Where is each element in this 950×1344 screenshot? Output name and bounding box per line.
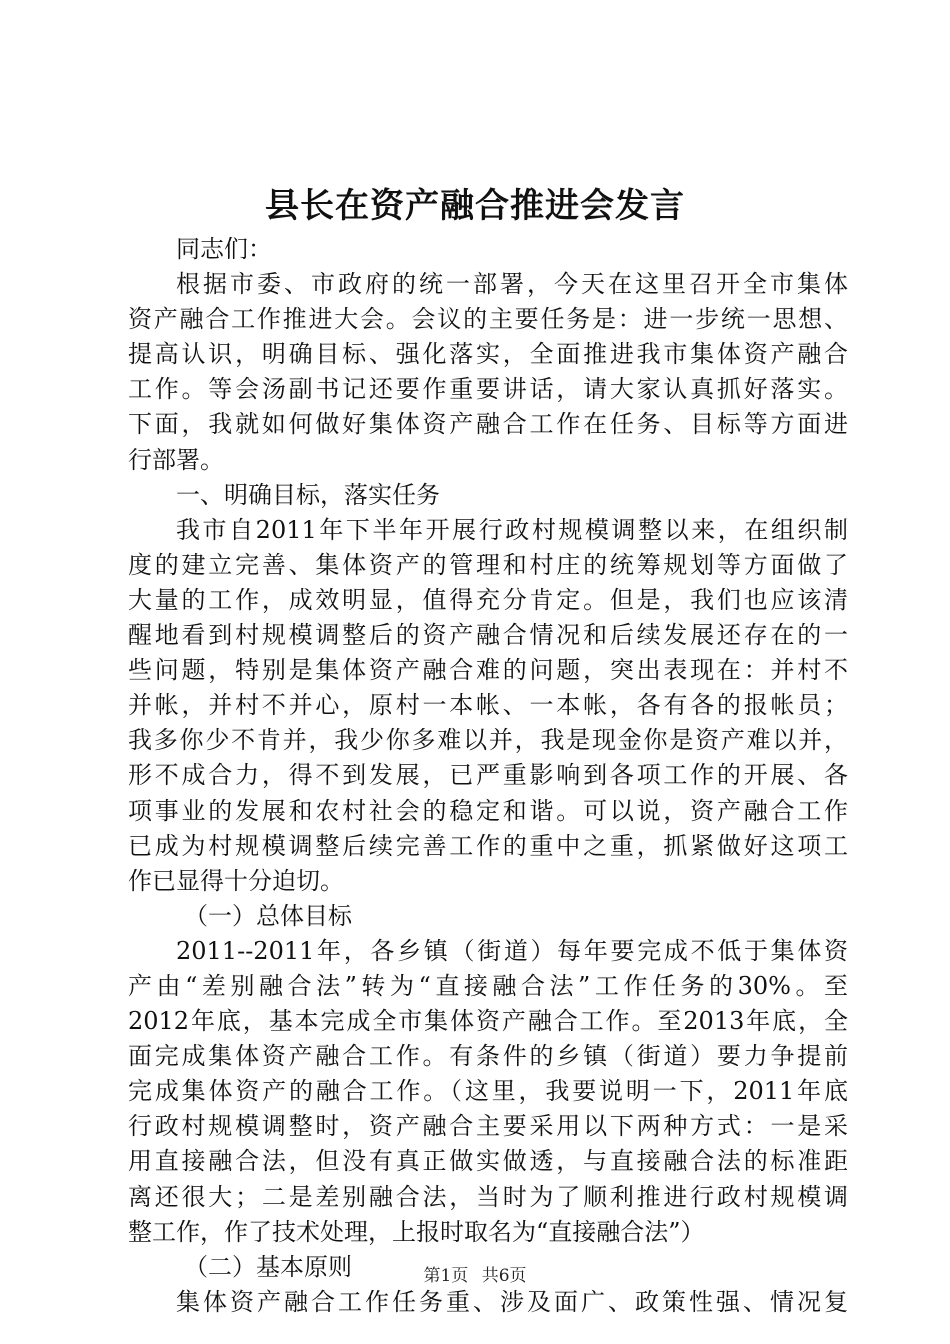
paragraph-line: 工作。等会汤副书记还要作重要讲话，请大家认真抓好落实。 <box>128 375 848 404</box>
paragraph-line: 整工作，作了技术处理，上报时取名为“直接融合法”） <box>128 1217 705 1246</box>
paragraph-line: 2012年底，基本完成全市集体资产融合工作。至2013年底，全 <box>128 1007 848 1036</box>
paragraph-line: 醒地看到村规模调整后的资产融合情况和后续发展还存在的一 <box>128 621 848 650</box>
paragraph-line: 离还很大；二是差别融合法，当时为了顺利推进行政村规模调 <box>128 1182 848 1211</box>
page-total: 共6页 <box>481 1266 527 1286</box>
paragraph-line: 行部署。 <box>128 445 224 474</box>
page-number: 第1页 <box>423 1266 469 1286</box>
subsection-heading: （二）基本原则 <box>184 1252 352 1281</box>
paragraph-line: 根据市委、市政府的统一部署，今天在这里召开全市集体 <box>176 270 848 299</box>
paragraph-line: 已成为村规模调整后续完善工作的重中之重，抓紧做好这项工 <box>128 831 848 860</box>
salutation-line: 同志们： <box>176 235 272 263</box>
paragraph-line: 大量的工作，成效明显，值得充分肯定。但是，我们也应该清 <box>128 585 848 614</box>
paragraph-line: 我市自2011年下半年开展行政村规模调整以来，在组织制 <box>176 515 848 544</box>
paragraph-line: 形不成合力，得不到发展，已严重影响到各项工作的开展、各 <box>128 761 848 790</box>
paragraph-line: 2011--2011年，各乡镇（街道）每年要完成不低于集体资 <box>176 936 848 965</box>
paragraph-line: 资产融合工作推进大会。会议的主要任务是：进一步统一思想、 <box>128 305 848 334</box>
paragraph-line: 作已显得十分迫切。 <box>128 866 344 895</box>
section-heading: 一、明确目标，落实任务 <box>176 480 440 509</box>
paragraph-line: 行政村规模调整时，资产融合主要采用以下两种方式：一是采 <box>128 1112 848 1141</box>
paragraph-line: 面完成集体资产融合工作。有条件的乡镇（街道）要力争提前 <box>128 1042 848 1071</box>
document-title: 县长在资产融合推进会发言 <box>265 186 685 226</box>
paragraph-line: 用直接融合法，但没有真正做实做透，与直接融合法的标准距 <box>128 1147 848 1176</box>
paragraph-line: 提高认识，明确目标、强化落实，全面推进我市集体资产融合 <box>128 340 848 369</box>
paragraph-line: 我多你少不肯并，我少你多难以并，我是现金你是资产难以并， <box>128 726 848 755</box>
paragraph-line: 并帐，并村不并心，原村一本帐、一本帐，各有各的报帐员； <box>128 691 848 720</box>
document-body <box>128 232 848 1320</box>
paragraph-line: 项事业的发展和农村社会的稳定和谐。可以说，资产融合工作 <box>128 796 848 825</box>
subsection-heading: （一）总体目标 <box>184 901 352 930</box>
paragraph-line: 集体资产融合工作任务重、涉及面广、政策性强、情况复 <box>176 1287 848 1316</box>
paragraph-line: 度的建立完善、集体资产的管理和村庄的统筹规划等方面做了 <box>128 550 848 579</box>
paragraph-line: 下面，我就如何做好集体资产融合工作在任务、目标等方面进 <box>128 410 848 439</box>
page-footer <box>0 1265 950 1287</box>
paragraph-line: 完成集体资产的融合工作。（这里，我要说明一下，2011年底 <box>128 1077 848 1106</box>
paragraph-line: 些问题，特别是集体资产融合难的问题，突出表现在：并村不 <box>128 656 848 685</box>
paragraph-line: 产由“差别融合法”转为“直接融合法”工作任务的30%。至 <box>128 971 848 1000</box>
